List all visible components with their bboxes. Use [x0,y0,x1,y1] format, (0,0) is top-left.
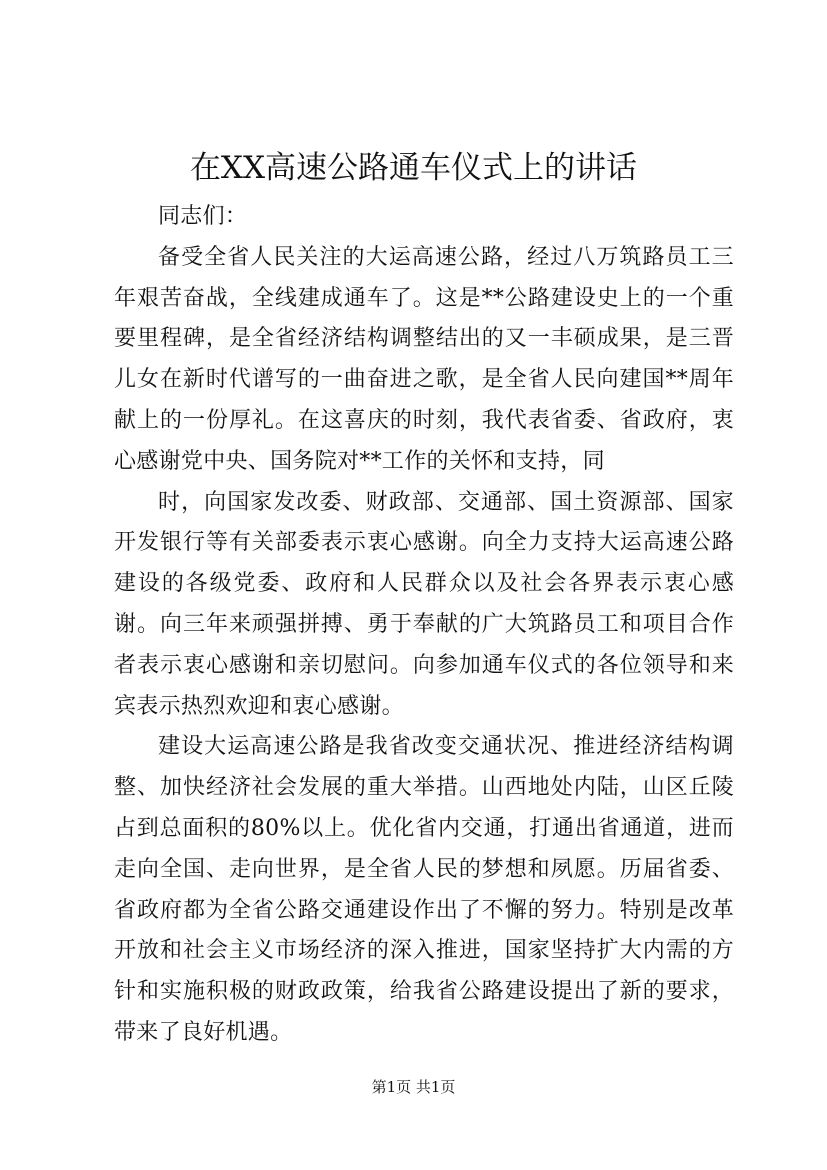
page-number-footer: 第1页 共1页 [371,1078,456,1096]
document-title: 在XX高速公路通车仪式上的讲话 [189,150,638,186]
paragraph: 时，向国家发改委、财政部、交通部、国土资源部、国家开发银行等有关部委表示衷心感谢。向全力支持大运高速公路建设的各级党委、政府和人民群众以及社会各界表示衷心感谢。向三年来顽强拼搏、勇于奉献的广大筑路员工和项目合作者表示衷心感谢和亲切慰问。向参加通车仪式的各位领导和来宾表示热烈欢迎和衷心感谢。 [114,489,734,719]
salutation: 同志们： [158,204,248,229]
paragraph: 备受全省人民关注的大运高速公路，经过八万筑路员工三年艰苦奋战，全线建成通车了。这是**公路建设史上的一个重要里程碑，是全省经济结构调整结出的又一丰硕成果，是三晋儿女在新时代谱写的一曲奋进之歌，是全省人民向建国**周年献上的一份厚礼。在这喜庆的时刻，我代表省委、省政府，衷心感谢党中央、国务院对**工作的关怀和支持，同 [114,244,734,474]
document-body [114,197,734,1054]
paragraph: 建设大运高速公路是我省改变交通状况、推进经济结构调整、加快经济社会发展的重大举措。山西地处内陆，山区丘陵占到总面积的80%以上。优化省内交通，打通出省通道，进而走向全国、走向世界，是全省人民的梦想和夙愿。历届省委、省政府都为全省公路交通建设作出了不懈的努力。特别是改革开放和社会主义市场经济的深入推进，国家坚持扩大内需的方针和实施积极的财政政策，给我省公路建设提出了新的要求，带来了良好机遇。 [114,734,734,1045]
